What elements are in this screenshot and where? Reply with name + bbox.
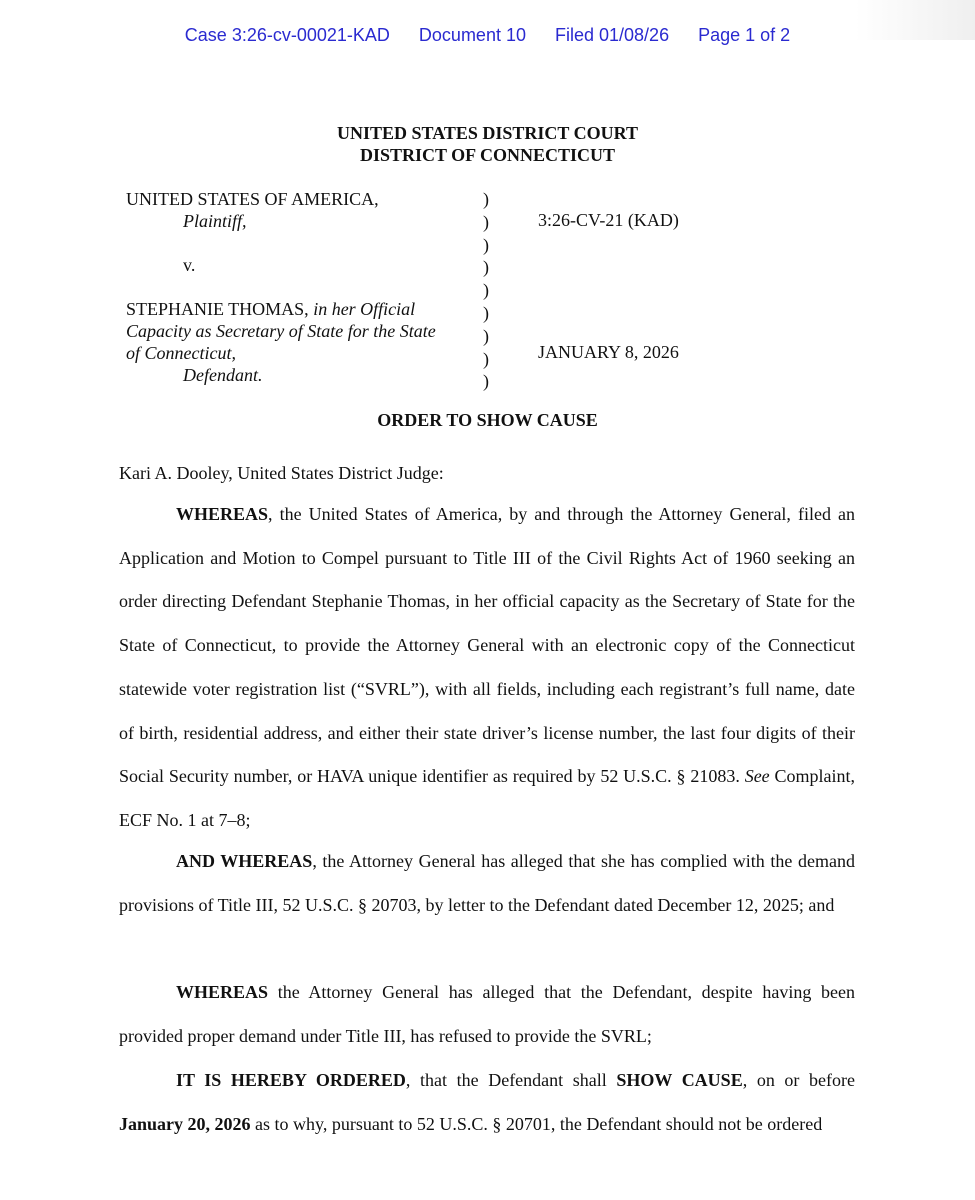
order-title: ORDER TO SHOW CAUSE [377,410,598,430]
p4-deadline: January 20, 2026 [119,1113,251,1134]
p4-lead: IT IS HEREBY ORDERED [176,1070,406,1090]
page-count-header: Page 1 of 2 [698,25,791,45]
p4-text3: as to why, pursuant to 52 U.S.C. § 20701, the Defendant should not be ordered [250,1113,823,1134]
document-number-header: Document 10 [418,25,526,45]
caption-parentheses: ) ) ) ) ) ) ) ) ) [483,189,489,392]
defendant-capacity-3: of Connecticut, [126,343,236,363]
p4-text1: , that the Defendant shall [405,1070,617,1090]
p3-text: the Attorney General has alleged that the Defendant, despite having been provided proper demand under Title III, has refused to provide the SVRL; [119,982,855,1046]
case-caption [126,188,846,392]
p1-lead: WHEREAS [176,504,269,524]
judge-line: Kari A. Dooley, United States District Judge: [119,463,444,483]
paragraph-4 [119,1059,855,1146]
filed-date-header: Filed 01/08/26 [555,25,670,45]
p2-lead: AND WHEREAS [176,851,313,871]
defendant-name: STEPHANIE THOMAS, [126,299,309,319]
defendant-role: Defendant. [183,365,263,385]
plaintiff-role: Plaintiff, [183,211,247,231]
p1-see: See [744,766,770,787]
p4-show-cause: SHOW CAUSE [616,1070,743,1090]
paragraph-2 [119,840,855,927]
case-number-header: Case 3:26-cv-00021-KAD [184,25,390,45]
paragraph-1 [119,493,855,843]
defendant-capacity-2: Capacity as Secretary of State for the State [126,321,436,341]
defendant-name-line [126,298,415,320]
caption-date: JANUARY 8, 2026 [538,342,679,362]
caption-case-number: 3:26-CV-21 (KAD) [538,210,679,230]
ecf-header [0,25,975,46]
court-heading [0,122,975,166]
versus-label: v. [183,255,196,275]
p3-lead: WHEREAS [176,982,269,1002]
defendant-capacity-1: in her Official [313,299,416,319]
p1-cite: Complaint, ECF No. 1 at 7–8; [119,766,856,830]
court-district: DISTRICT OF CONNECTICUT [359,145,616,165]
plaintiff-name: UNITED STATES OF AMERICA, [126,189,379,209]
paragraph-3 [119,971,855,1058]
p2-text: , the Attorney General has alleged that she has complied with the demand provisions of Title III, 52 U.S.C. § 20703, by letter to the Defendant dated December 12, 2025; and [119,851,855,915]
p4-text2: , on or before [742,1070,855,1090]
court-name: UNITED STATES DISTRICT COURT [337,123,638,143]
p1-text: , the United States of America, by and through the Attorney General, filed an Application and Motion to Compel pursuant to Title III of the Civil Rights Act of 1960 seeking an order directing Defendant Stephanie Thomas, in her official capacity as the Secretary of State for the State of Connecticut, to provide the Attorney General with an electronic copy of the Connecticut statewide voter registration list (“SVRL”), with all fields, including each registrant’s full name, date of birth, residential address, and either their state driver’s license number, the last four digits of their Social Security number, or HAVA unique identifier as required by 52 U.S.C. § 21083. [119,504,855,787]
